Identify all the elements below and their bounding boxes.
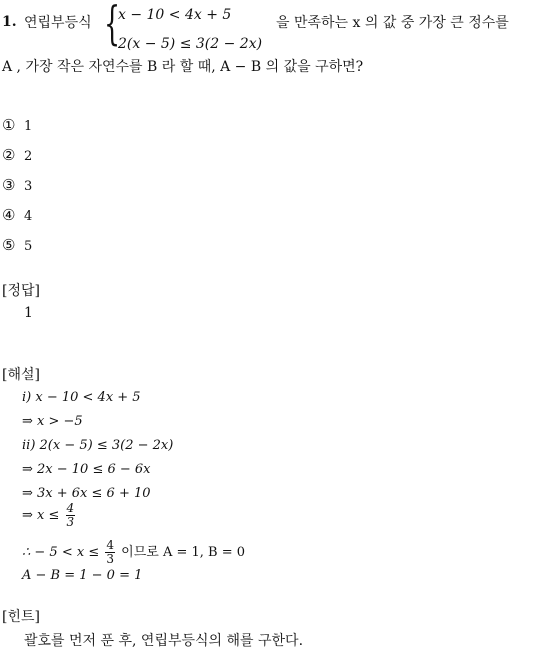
choice-1[interactable] (2, 116, 32, 136)
hint-text: 괄호를 먼저 푼 후, 연립부등식의 해를 구한다. (24, 633, 304, 649)
solution-final-line: A − B = 1 − 0 = 1 (22, 568, 143, 583)
solution-line-3: ii) 2(x − 5) ≤ 3(2 − 2x) (22, 438, 174, 453)
system-equation-1: x − 10 < 4x + 5 (118, 7, 232, 23)
system-equation-2: 2(x − 5) ≤ 3(2 − 2x) (118, 36, 263, 52)
fraction-denominator: 3 (66, 515, 75, 529)
choice-value: 4 (24, 209, 33, 224)
choice-value: 5 (24, 239, 33, 254)
hint-label: [힌트] (2, 609, 40, 625)
choice-mark: ④ (2, 206, 16, 224)
answer-value: 1 (24, 305, 33, 321)
fraction-denominator: 3 (106, 552, 114, 566)
choice-mark: ⑤ (2, 236, 16, 254)
therefore-suffix: 이므로 A = 1, B = 0 (121, 545, 246, 560)
choice-mark: ② (2, 146, 16, 164)
question-number: 1. (2, 14, 17, 30)
solution-line-4: ⇒ 2x − 10 ≤ 6 − 6x (22, 462, 151, 477)
fraction (66, 502, 76, 529)
choice-4[interactable] (2, 206, 32, 226)
choice-3[interactable] (2, 176, 32, 196)
question-line1-rest: 을 만족하는 x 의 값 중 가장 큰 정수를 (276, 15, 509, 31)
choice-value: 2 (24, 149, 33, 164)
choice-mark: ① (2, 116, 16, 134)
solution-line-5: ⇒ 3x + 6x ≤ 6 + 10 (22, 486, 151, 501)
choice-value: 1 (24, 119, 33, 134)
solution-line-2: ⇒ x > −5 (22, 414, 83, 429)
solution-therefore-line (22, 539, 245, 566)
therefore-prefix: ∴ − 5 < x ≤ (22, 545, 100, 560)
therefore-fraction (105, 539, 115, 566)
choice-2[interactable] (2, 146, 32, 166)
system-brace: { (104, 0, 121, 50)
solution-label: [해설] (2, 367, 40, 383)
question-intro: 연립부등식 (24, 15, 92, 31)
choice-5[interactable] (2, 236, 32, 256)
fraction-numerator: 4 (66, 501, 75, 515)
solution-fraction-line (22, 502, 77, 529)
question-line2: A , 가장 작은 자연수를 B 라 할 때, A − B 의 값을 구하면? (2, 59, 364, 75)
choice-mark: ③ (2, 176, 16, 194)
answer-label: [정답] (2, 283, 40, 299)
solution-line-1: i) x − 10 < 4x + 5 (22, 390, 141, 405)
fraction-line-prefix: ⇒ x ≤ (22, 508, 60, 523)
choice-value: 3 (24, 179, 33, 194)
fraction-numerator: 4 (106, 538, 114, 552)
